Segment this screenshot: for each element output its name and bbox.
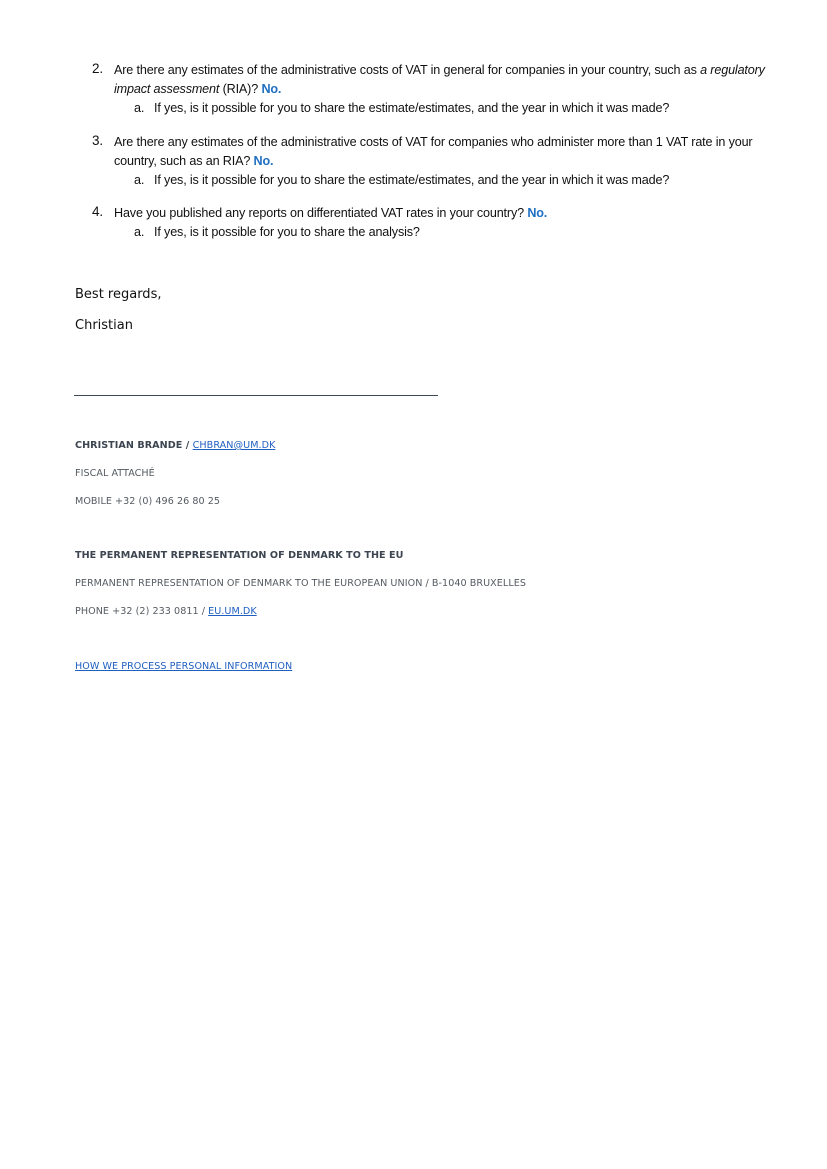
sub-question-letter: a. (134, 173, 145, 187)
sub-question-text: If yes, is it possible for you to share the estimate/estimates, and the year in which it was made? (154, 173, 670, 187)
question-text (114, 61, 774, 99)
privacy-link-line (75, 661, 292, 672)
sub-question (134, 223, 420, 242)
question-text-part: (RIA)? (219, 82, 262, 96)
sub-question (134, 99, 669, 118)
sub-question-letter: a. (134, 225, 145, 239)
question-text-italic: a regulatory impact assessment (114, 63, 765, 96)
answer-label: No. (261, 82, 282, 96)
question-number: 4. (92, 204, 103, 219)
closing-name: Christian (75, 318, 133, 333)
question-number: 3. (92, 133, 103, 148)
signature-address: PERMANENT REPRESENTATION OF DENMARK TO THE EUROPEAN UNION / B-1040 BRUXELLES (75, 578, 526, 589)
signature-phone-separator: / (198, 606, 209, 617)
privacy-policy-link[interactable]: HOW WE PROCESS PERSONAL INFORMATION (75, 661, 293, 672)
question-text-part: Are there any estimates of the administrative costs of VAT in general for companies in your country, such as (114, 63, 701, 77)
signature-separator: / (182, 440, 193, 451)
signature-email-link[interactable]: CHBRAN@UM.DK (192, 440, 276, 451)
signature-organization (75, 550, 403, 561)
organization-name: THE PERMANENT REPRESENTATION OF DENMARK TO THE EU (75, 550, 404, 561)
signature-title: FISCAL ATTACHÉ (75, 468, 155, 479)
question-text (114, 133, 774, 171)
question-text (114, 204, 774, 223)
signature-phone-line (75, 606, 257, 617)
sub-question-text: If yes, is it possible for you to share the estimate/estimates, and the year in which it was made? (154, 101, 670, 115)
sub-question (134, 171, 669, 190)
signature-name-line (75, 440, 275, 451)
closing-greeting: Best regards, (75, 287, 162, 302)
sub-question-text: If yes, is it possible for you to share the analysis? (154, 225, 420, 239)
signature-full-name: CHRISTIAN BRANDE (75, 440, 183, 451)
signature-mobile: MOBILE +32 (0) 496 26 80 25 (75, 496, 221, 507)
answer-label: No. (527, 206, 548, 220)
question-text-part: Have you published any reports on differentiated VAT rates in your country? (114, 206, 528, 220)
answer-label: No. (253, 154, 274, 168)
sub-question-letter: a. (134, 101, 145, 115)
question-text-part: Are there any estimates of the administrative costs of VAT for companies who administer more than 1 VAT rate in your country, such as an RIA? (114, 135, 753, 168)
signature-divider (74, 395, 438, 396)
website-link[interactable]: EU.UM.DK (208, 606, 257, 617)
signature-phone: PHONE +32 (2) 233 0811 (75, 606, 199, 617)
question-number: 2. (92, 61, 103, 76)
